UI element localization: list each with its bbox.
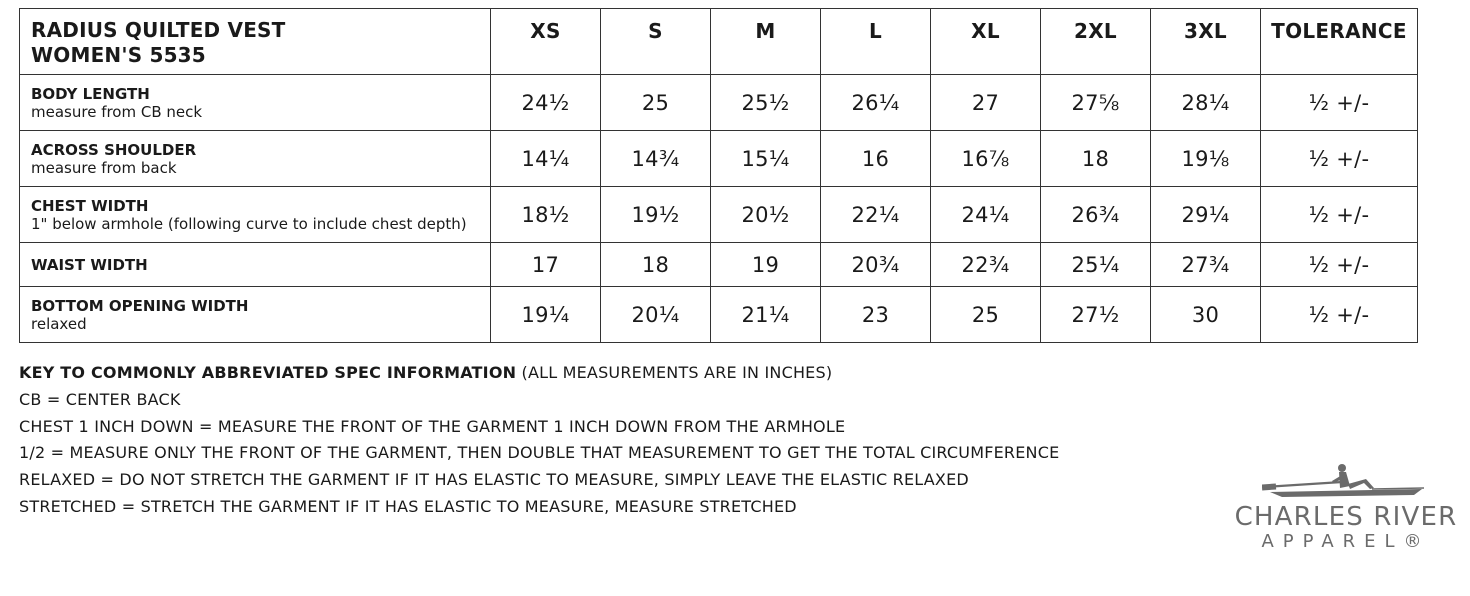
table-cell: 19 xyxy=(711,243,821,287)
table-row xyxy=(20,75,1418,131)
logo-subtitle: APPAREL® xyxy=(1261,531,1431,552)
column-header-m: M xyxy=(711,9,821,75)
table-cell: 24½ xyxy=(491,75,601,131)
table-cell: 23 xyxy=(821,287,931,343)
table-cell: 16⅞ xyxy=(931,131,1041,187)
table-cell: 14¼ xyxy=(491,131,601,187)
key-heading: KEY TO COMMONLY ABBREVIATED SPEC INFORMATION xyxy=(19,363,517,382)
measurement-name: BODY LENGTH xyxy=(31,84,150,103)
key-line-chest: CHEST 1 INCH DOWN = MEASURE THE FRONT OF THE GARMENT 1 INCH DOWN FROM THE ARMHOLE xyxy=(19,416,846,436)
table-cell: 17 xyxy=(491,243,601,287)
measurement-name: CHEST WIDTH xyxy=(31,196,149,215)
abbreviation-key xyxy=(19,360,1059,521)
tolerance-cell: ½ +/- xyxy=(1261,287,1418,343)
table-cell: 27⅝ xyxy=(1041,75,1151,131)
measurement-name: ACROSS SHOULDER xyxy=(31,140,197,159)
key-line-stretched: STRETCHED = STRETCH THE GARMENT IF IT HAS ELASTIC TO MEASURE, MEASURE STRETCHED xyxy=(19,496,797,516)
key-line-relaxed: RELAXED = DO NOT STRETCH THE GARMENT IF IT HAS ELASTIC TO MEASURE, SIMPLY LEAVE THE ELASTIC RELAXED xyxy=(19,470,969,490)
column-header-l: L xyxy=(821,9,931,75)
measurement-note: measure from back xyxy=(31,158,177,177)
table-cell: 14¾ xyxy=(601,131,711,187)
measurement-label-cell xyxy=(20,287,491,343)
tolerance-cell: ½ +/- xyxy=(1261,75,1418,131)
table-cell: 16 xyxy=(821,131,931,187)
measurement-note: measure from CB neck xyxy=(31,102,203,121)
key-line-half: 1/2 = MEASURE ONLY THE FRONT OF THE GARMENT, THEN DOUBLE THAT MEASUREMENT TO GET THE TOTAL CIRCUMFERENCE xyxy=(19,443,1060,463)
column-header-xl: XL xyxy=(931,9,1041,75)
column-header-2xl: 2XL xyxy=(1041,9,1151,75)
column-header-s: S xyxy=(601,9,711,75)
product-style: WOMEN'S 5535 xyxy=(31,43,206,67)
column-header-tolerance: TOLERANCE xyxy=(1261,9,1418,75)
measurement-note: 1" below armhole (following curve to include chest depth) xyxy=(31,214,467,233)
table-cell: 26¼ xyxy=(821,75,931,131)
tolerance-cell: ½ +/- xyxy=(1261,131,1418,187)
table-cell: 19⅛ xyxy=(1151,131,1261,187)
product-name: RADIUS QUILTED VEST xyxy=(31,18,286,42)
table-row xyxy=(20,287,1418,343)
table-cell: 21¼ xyxy=(711,287,821,343)
tolerance-cell: ½ +/- xyxy=(1261,243,1418,287)
table-cell: 25 xyxy=(931,287,1041,343)
table-cell: 19¼ xyxy=(491,287,601,343)
table-cell: 27 xyxy=(931,75,1041,131)
table-row xyxy=(20,187,1418,243)
logo-wordmark: CHARLES RIVER xyxy=(1234,502,1458,532)
measurement-note: relaxed xyxy=(31,314,87,333)
measurement-label-cell xyxy=(20,243,491,287)
table-header-row xyxy=(20,9,1418,75)
table-cell: 24¼ xyxy=(931,187,1041,243)
key-line-cb: CB = CENTER BACK xyxy=(19,389,181,409)
column-header-xs: XS xyxy=(491,9,601,75)
table-cell: 25¼ xyxy=(1041,243,1151,287)
table-title-cell xyxy=(20,9,491,75)
table-cell: 19½ xyxy=(601,187,711,243)
table-cell: 28¼ xyxy=(1151,75,1261,131)
table-row xyxy=(20,131,1418,187)
table-row xyxy=(20,243,1418,287)
measurement-name: BOTTOM OPENING WIDTH xyxy=(31,296,249,315)
table-cell: 29¼ xyxy=(1151,187,1261,243)
key-heading-line xyxy=(19,360,1059,387)
measurement-label-cell xyxy=(20,131,491,187)
table-cell: 25 xyxy=(601,75,711,131)
table-cell: 26¾ xyxy=(1041,187,1151,243)
tolerance-cell: ½ +/- xyxy=(1261,187,1418,243)
table-cell: 27¾ xyxy=(1151,243,1261,287)
table-cell: 22¼ xyxy=(821,187,931,243)
table-cell: 27½ xyxy=(1041,287,1151,343)
charles-river-logo xyxy=(1228,462,1464,558)
table-cell: 30 xyxy=(1151,287,1261,343)
table-cell: 25½ xyxy=(711,75,821,131)
measurement-label-cell xyxy=(20,187,491,243)
table-cell: 20½ xyxy=(711,187,821,243)
table-cell: 18 xyxy=(1041,131,1151,187)
key-heading-note: (ALL MEASUREMENTS ARE IN INCHES) xyxy=(516,363,833,382)
table-cell: 20¾ xyxy=(821,243,931,287)
size-spec-table xyxy=(19,8,1418,343)
table-cell: 20¼ xyxy=(601,287,711,343)
measurement-label-cell xyxy=(20,75,491,131)
table-cell: 15¼ xyxy=(711,131,821,187)
column-header-3xl: 3XL xyxy=(1151,9,1261,75)
rower-icon xyxy=(1262,462,1428,500)
measurement-name: WAIST WIDTH xyxy=(31,255,148,274)
table-cell: 18 xyxy=(601,243,711,287)
table-cell: 18½ xyxy=(491,187,601,243)
table-cell: 22¾ xyxy=(931,243,1041,287)
